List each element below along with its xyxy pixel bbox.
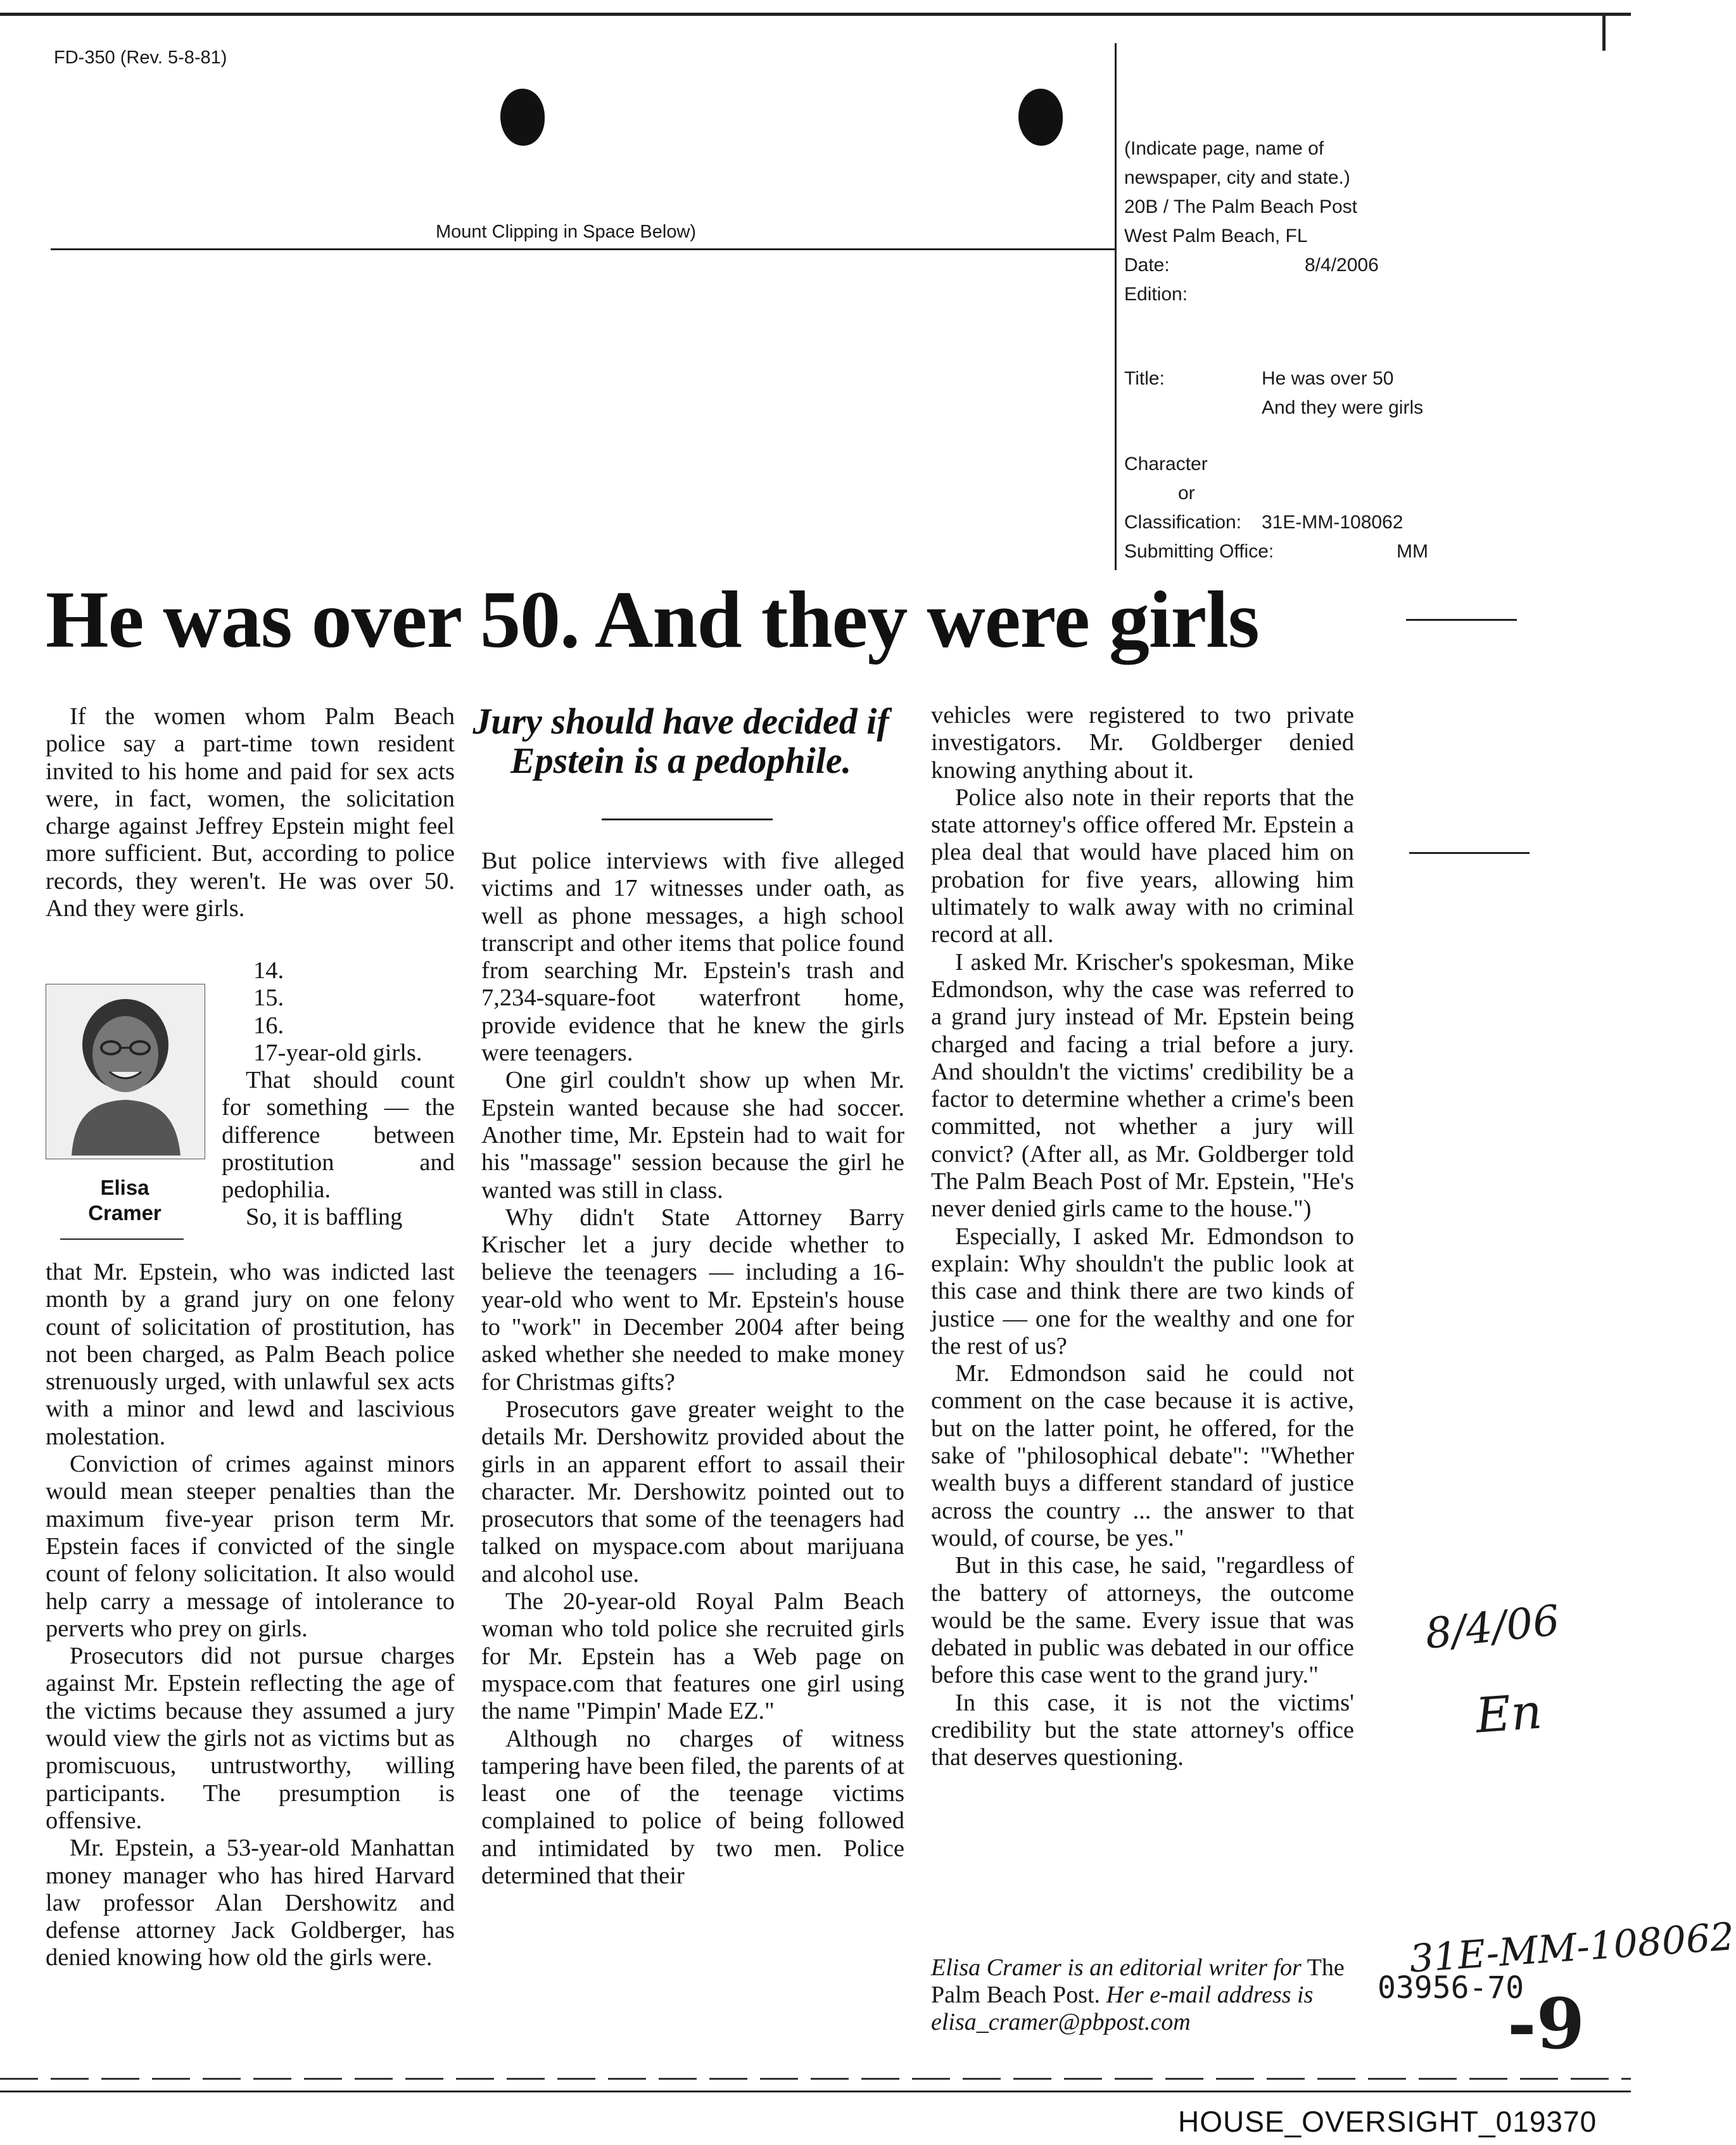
column-1-side (222, 1067, 455, 1232)
byline-paper: The Palm Beach Post. (931, 1954, 1345, 2008)
byline-part-1: Elisa Cramer is an editorial writer for (931, 1954, 1302, 1981)
col3-paragraph-2: Police also note in their reports that the state attorney's office offered Mr. Epstein a plea deal that would have placed him on probation for five years, allowing him ultimately to walk away with no criminal record at all. (931, 784, 1354, 948)
handwritten-initials: En (1474, 1683, 1544, 1744)
col2-paragraph-1: But police interviews with five alleged victims and 17 witnesses under oath, as well as phone messages, a high school transcript and other items that police found from searching Mr. Epstein's trash and 7,234-square-foot waterfront home, provide evidence that he knew the girls were teenagers. (481, 848, 904, 1067)
stamped-serial: 03956-70 (1378, 1970, 1524, 2006)
author-caption (46, 1175, 204, 1226)
col2-paragraph-5: The 20-year-old Royal Palm Beach woman who told police she recruited girls for Mr. Epstein has a Web page on myspace.com that features one girl using the name "Pimpin' Made EZ." (481, 1588, 904, 1725)
info-submitting-label: Submitting Office: (1124, 541, 1274, 562)
col1-paragraph-4: Mr. Epstein, a 53-year-old Manhattan money manager who has hired Harvard law professor Alan Dershowitz and defense attorney Jack Goldberger, has denied knowing how old the girls were. (46, 1835, 455, 1971)
margin-rule (1409, 852, 1530, 854)
info-indicate: (Indicate page, name of (1124, 138, 1324, 159)
age-16: 16. (253, 1012, 284, 1039)
info-submitting-value: MM (1397, 541, 1428, 562)
col2-paragraph-3: Why didn't State Attorney Barry Krischer let a jury decide whether to believe the teenagers — including a 16-year-old who went to Mr. Epstein's house to "work" in December 2004 after being asked whether she needed to make money for Christmas gifts? (481, 1204, 904, 1396)
col3-paragraph-7: In this case, it is not the victims' credibility but the state attorney's office that deserves questioning. (931, 1689, 1354, 1771)
info-divider (1115, 43, 1117, 570)
column-1-intro (46, 703, 455, 922)
col1-intro-paragraph: If the women whom Palm Beach police say a part-time town resident invited to his home and paid for sex acts were, in fact, women, the solicitation charge against Jeffrey Epstein might feel more sufficient. But, according to police records, they weren't. He was over 50. And they were girls. (46, 703, 455, 922)
form-number: FD-350 (Rev. 5-8-81) (54, 48, 227, 68)
punch-hole-left (500, 89, 545, 146)
caption-rule (60, 1238, 184, 1240)
age-15: 15. (253, 984, 284, 1012)
info-page-paper: 20B / The Palm Beach Post (1124, 196, 1357, 217)
info-date-value: 8/4/2006 (1305, 255, 1379, 276)
info-title-line1: He was over 50 (1262, 368, 1394, 389)
col1-paragraph-2: Conviction of crimes against minors would mean steeper penalties than the maximum five-year prison term Mr. Epstein faces if convicted of the single count of felony solicitation. It also would help carry a message of intolerance to perverts who prey on girls. (46, 1451, 455, 1642)
author-portrait-icon (46, 984, 205, 1159)
deck-quote: Jury should have decided if Epstein is a pedophile. (472, 701, 889, 781)
bottom-dashed-line (0, 2078, 1631, 2080)
baffling-paragraph: that Mr. Epstein, who was indicted last month by a grand jury on one felony count of solicitation of prostitution, has not been charged, as Palm Beach police strenuously urged, with unlawful sex acts with a minor and lewd and lascivious molestation. (46, 1259, 455, 1450)
deck-rule (602, 818, 773, 820)
col3-paragraph-6: But in this case, he said, "regardless of the battery of attorneys, the outcome would be the same. Every issue that was debated in public was debated in our office before this case went to the grand jury." (931, 1552, 1354, 1689)
info-character-label: Character (1124, 454, 1208, 474)
column-1-body (46, 1259, 455, 1972)
col2-paragraph-2: One girl couldn't show up when Mr. Epstein wanted because she had soccer. Another time, Mr. Epstein had to wait for his "massage" session because the girl he wanted was still in class. (481, 1067, 904, 1204)
house-oversight-stamp: HOUSE_OVERSIGHT_019370 (1178, 2105, 1597, 2138)
author-photo (46, 984, 205, 1159)
headline-side-rule (1406, 619, 1517, 621)
mount-line (51, 248, 1115, 250)
column-1-ages (253, 957, 455, 1067)
info-city: West Palm Beach, FL (1124, 226, 1308, 246)
info-edition-label: Edition: (1124, 284, 1188, 305)
col2-paragraph-4: Prosecutors gave greater weight to the details Mr. Dershowitz provided about the girls in an apparent effort to assail their character. Mr. Dershowitz pointed out to prosecutors that some of the teenagers had talked on myspace.com about marijuana and alcohol use. (481, 1396, 904, 1588)
that-should-paragraph: That should count for something — the difference between prostitution and pedophilia. (222, 1067, 455, 1204)
col3-paragraph-5: Mr. Edmondson said he could not comment on the case because it is active, but on the latter point, he offered, for the sake of "philosophical debate": "Whether wealth buys a different standard of justice across the country ... the answer to that would, of course, be yes." (931, 1360, 1354, 1551)
top-border (0, 13, 1631, 16)
info-classification-label: Classification: (1124, 512, 1242, 533)
author-first-name: Elisa (100, 1176, 149, 1199)
top-border-tick (1602, 13, 1606, 51)
info-title-label: Title: (1124, 368, 1165, 389)
col1-paragraph-3: Prosecutors did not pursue charges against Mr. Epstein reflecting the age of the victims because they assumed a jury would view the girls not as victims but as promiscuous, untrustworthy, willing participants. The presumption is offensive. (46, 1643, 455, 1834)
age-17: 17-year-old girls. (253, 1039, 422, 1066)
col2-paragraph-6: Although no charges of witness tampering have been filed, the parents of at least one of the teenage victims complained to police of being followed and intimidated by two men. Police determined that their (481, 1725, 904, 1889)
column-2 (481, 848, 904, 1890)
handwritten-page-number: -9 (1507, 1983, 1585, 2065)
byline-part-2: Her e-mail address is elisa_cramer@pbpost.com (931, 1982, 1314, 2035)
column-3 (931, 702, 1354, 1772)
col3-paragraph-1: vehicles were registered to two private investigators. Mr. Goldberger denied knowing anything about it. (931, 702, 1354, 784)
info-date-label: Date: (1124, 255, 1170, 276)
punch-hole-right (1018, 89, 1063, 146)
mount-note: Mount Clipping in Space Below) (436, 222, 697, 242)
handwritten-date: 8/4/06 (1422, 1596, 1562, 1658)
col3-paragraph-3: I asked Mr. Krischer's spokesman, Mike Edmondson, why the case was referred to a grand jury instead of Mr. Epstein being charged and facing a trial before a jury. And shouldn't the victims' credibility be a factor to determine whether a crime's been committed, not whether a jury will convict? (After all, as Mr. Goldberger told The Palm Beach Post of Mr. Epstein, "He's never denied girls came to the house.") (931, 948, 1354, 1223)
info-newspaper-line: newspaper, city and state.) (1124, 167, 1350, 188)
col3-paragraph-4: Especially, I asked Mr. Edmondson to explain: Why shouldn't the public look at this case and think there are two kinds of justice — one for the wealthy and one for the rest of us? (931, 1223, 1354, 1359)
info-title-line2: And they were girls (1262, 397, 1424, 418)
age-14: 14. (253, 957, 284, 984)
handwritten-file-number: 31E-MM-108062 (1408, 1914, 1736, 1982)
bottom-border (0, 2091, 1631, 2092)
headline: He was over 50. And they were girls (46, 575, 1259, 665)
info-or-label: or (1178, 483, 1195, 504)
author-last-name: Cramer (88, 1201, 162, 1225)
baffling-start: So, it is baffling (246, 1204, 403, 1231)
author-byline (931, 1954, 1368, 2036)
info-classification-value: 31E-MM-108062 (1262, 512, 1403, 533)
